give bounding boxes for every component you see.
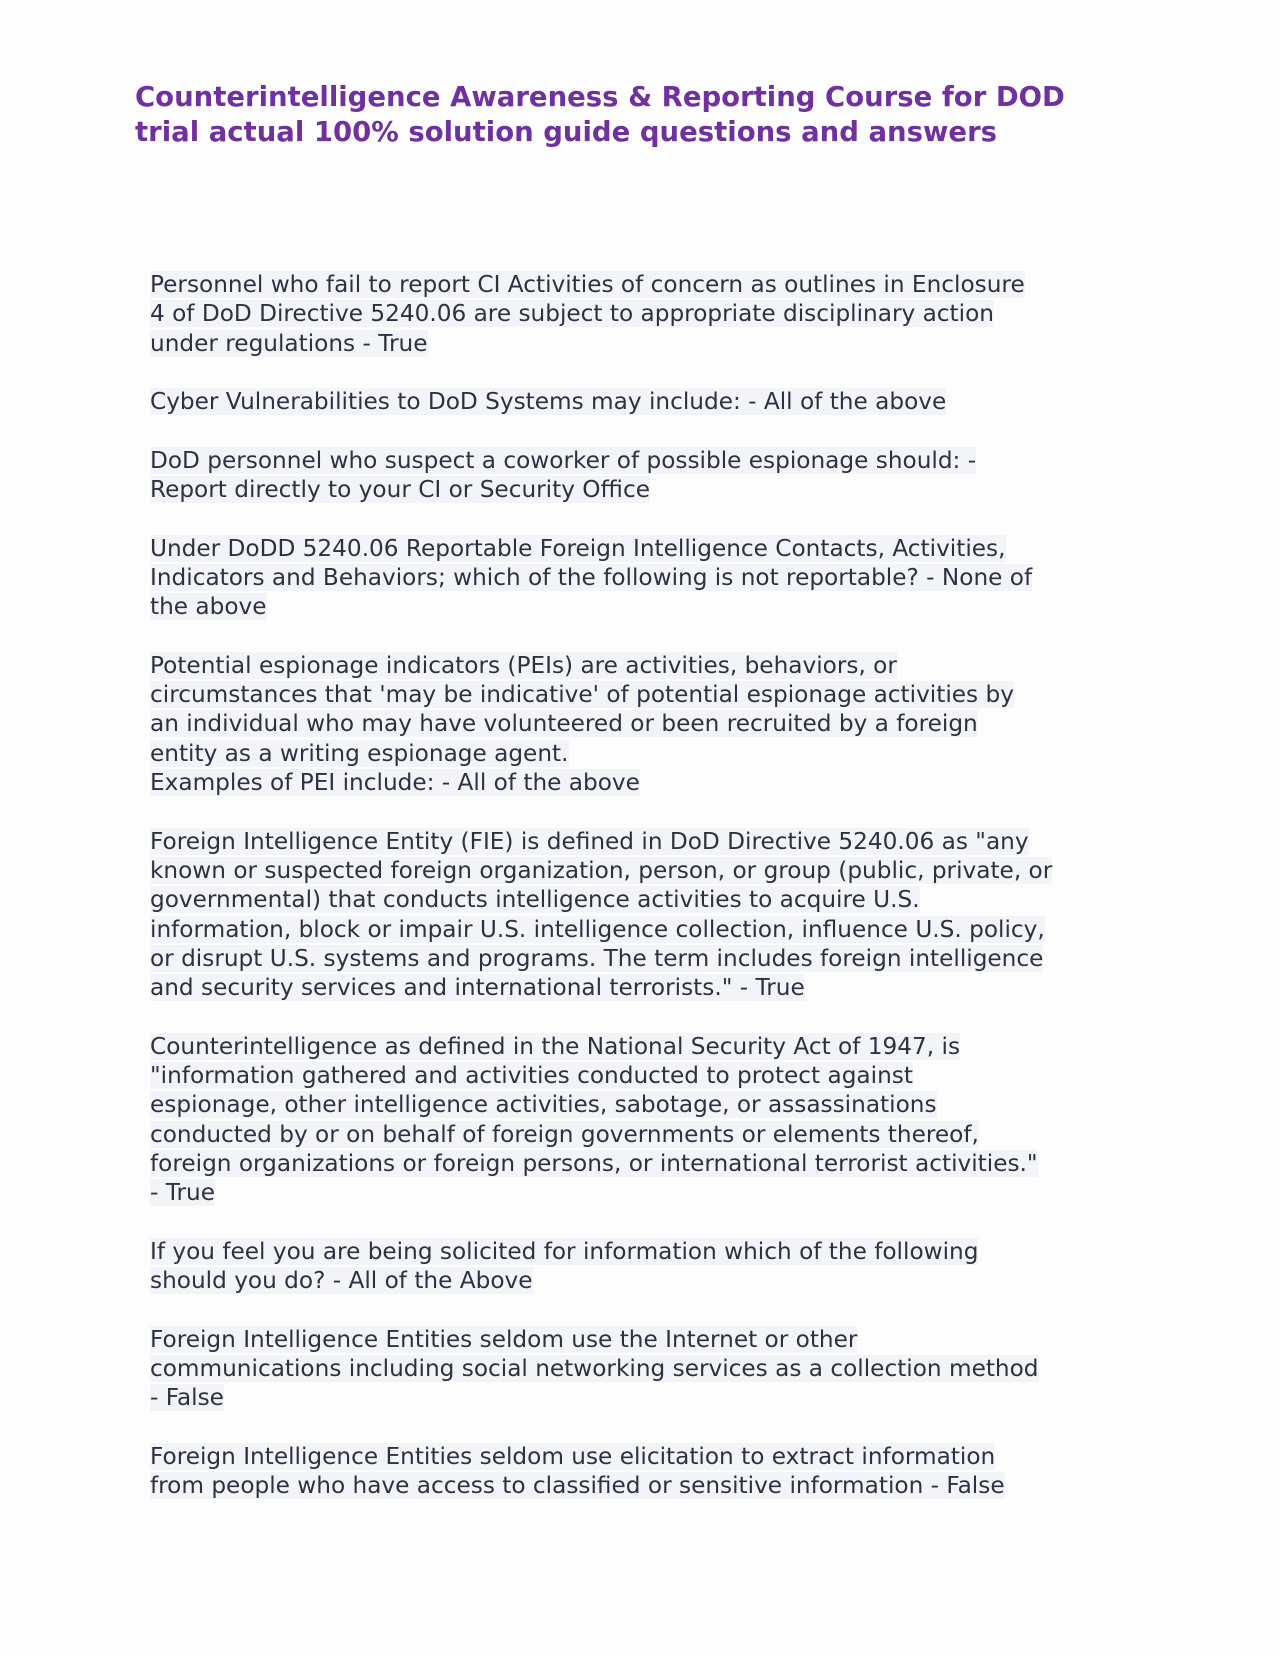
qa-line-text: Cyber Vulnerabilities to DoD Systems may include: - All of the above	[150, 388, 947, 416]
qa-line	[150, 592, 1140, 621]
qa-line	[150, 973, 1140, 1002]
qa-line	[150, 1266, 1140, 1295]
qa-item	[150, 387, 1140, 416]
qa-item	[150, 446, 1140, 505]
qa-line	[150, 827, 1140, 856]
qa-line-text: Counterintelligence as defined in the National Security Act of 1947, is	[150, 1032, 961, 1060]
qa-line	[150, 651, 1140, 680]
qa-item	[150, 827, 1140, 1003]
qa-line-text: and security services and international terrorists." - True	[150, 974, 805, 1002]
qa-item	[150, 534, 1140, 622]
qa-line-text: communications including social networking services as a collection method	[150, 1354, 1039, 1382]
qa-line	[150, 1325, 1140, 1354]
qa-item	[150, 1032, 1140, 1208]
qa-line-text: Foreign Intelligence Entity (FIE) is defined in DoD Directive 5240.06 as "any	[150, 827, 1029, 855]
qa-line	[150, 534, 1140, 563]
qa-line-text: 4 of DoD Directive 5240.06 are subject to appropriate disciplinary action	[150, 300, 994, 328]
qa-line-text: Foreign Intelligence Entities seldom use the Internet or other	[150, 1325, 858, 1353]
qa-line-text: circumstances that 'may be indicative' of potential espionage activities by	[150, 681, 1014, 709]
qa-line	[150, 1178, 1140, 1207]
qa-line	[150, 1149, 1140, 1178]
qa-line	[150, 1442, 1140, 1471]
qa-line-text: - True	[150, 1179, 215, 1207]
qa-line	[150, 1120, 1140, 1149]
qa-line	[150, 1383, 1140, 1412]
qa-line-text: Foreign Intelligence Entities seldom use elicitation to extract information	[150, 1442, 996, 1470]
qa-line-text: Under DoDD 5240.06 Reportable Foreign Intelligence Contacts, Activities,	[150, 534, 1006, 562]
qa-line	[150, 475, 1140, 504]
qa-line-text: known or suspected foreign organization, person, or group (public, private, or	[150, 856, 1053, 884]
qa-line-text: Potential espionage indicators (PEIs) are activities, behaviors, or	[150, 651, 897, 679]
title-line: Counterintelligence Awareness & Reporting Course for DOD	[135, 81, 1065, 113]
qa-line-text: under regulations - True	[150, 329, 428, 357]
qa-line-text: Personnel who fail to report CI Activities of concern as outlines in Enclosure	[150, 271, 1025, 298]
qa-line	[150, 739, 1140, 768]
qa-line	[150, 1237, 1140, 1266]
qa-item	[150, 1442, 1140, 1501]
qa-line-text: If you feel you are being solicited for information which of the following	[150, 1237, 979, 1265]
document-title	[135, 80, 1145, 150]
qa-line	[150, 1471, 1140, 1500]
qa-item	[150, 651, 1140, 797]
qa-line	[150, 299, 1140, 328]
title-line: trial actual 100% solution guide questions and answers	[135, 116, 997, 148]
qa-line-text: governmental) that conducts intelligence activities to acquire U.S.	[150, 886, 920, 914]
qa-line	[150, 1354, 1140, 1383]
qa-line-text: - False	[150, 1384, 224, 1412]
qa-line	[150, 329, 1140, 358]
qa-line-text: DoD personnel who suspect a coworker of possible espionage should: -	[150, 446, 977, 474]
qa-line-text: Examples of PEI include: - All of the above	[150, 769, 640, 797]
qa-line	[150, 446, 1140, 475]
qa-line-text: the above	[150, 593, 267, 621]
qa-item	[150, 1237, 1140, 1296]
qa-line-text: conducted by or on behalf of foreign governments or elements thereof,	[150, 1120, 979, 1148]
qa-line	[150, 856, 1140, 885]
qa-line	[150, 387, 1140, 416]
qa-line	[150, 709, 1140, 738]
qa-line-text: espionage, other intelligence activities, sabotage, or assassinations	[150, 1091, 937, 1119]
qa-list	[150, 270, 1140, 1530]
qa-item	[150, 1325, 1140, 1413]
qa-line	[150, 915, 1140, 944]
qa-line-text: information, block or impair U.S. intelligence collection, influence U.S. policy,	[150, 915, 1045, 943]
qa-line-text: entity as a writing espionage agent.	[150, 739, 569, 767]
qa-line	[150, 1061, 1140, 1090]
qa-line-text: Indicators and Behaviors; which of the following is not reportable? - None of	[150, 563, 1033, 591]
qa-line-text: or disrupt U.S. systems and programs. The term includes foreign intelligence	[150, 944, 1044, 972]
qa-line	[150, 563, 1140, 592]
qa-line	[150, 1032, 1140, 1061]
qa-line-text: Report directly to your CI or Security Office	[150, 476, 650, 504]
qa-line-text: foreign organizations or foreign persons, or international terrorist activities."	[150, 1149, 1038, 1177]
qa-line	[150, 885, 1140, 914]
qa-line-text: an individual who may have volunteered or been recruited by a foreign	[150, 710, 978, 738]
qa-line	[150, 768, 1140, 797]
qa-line	[150, 270, 1140, 299]
qa-line	[150, 1090, 1140, 1119]
qa-line	[150, 680, 1140, 709]
qa-line-text: should you do? - All of the Above	[150, 1267, 533, 1295]
qa-line	[150, 944, 1140, 973]
qa-line-text: from people who have access to classified or sensitive information - False	[150, 1472, 1005, 1500]
qa-item	[150, 270, 1140, 358]
qa-line-text: "information gathered and activities conducted to protect against	[150, 1062, 913, 1090]
